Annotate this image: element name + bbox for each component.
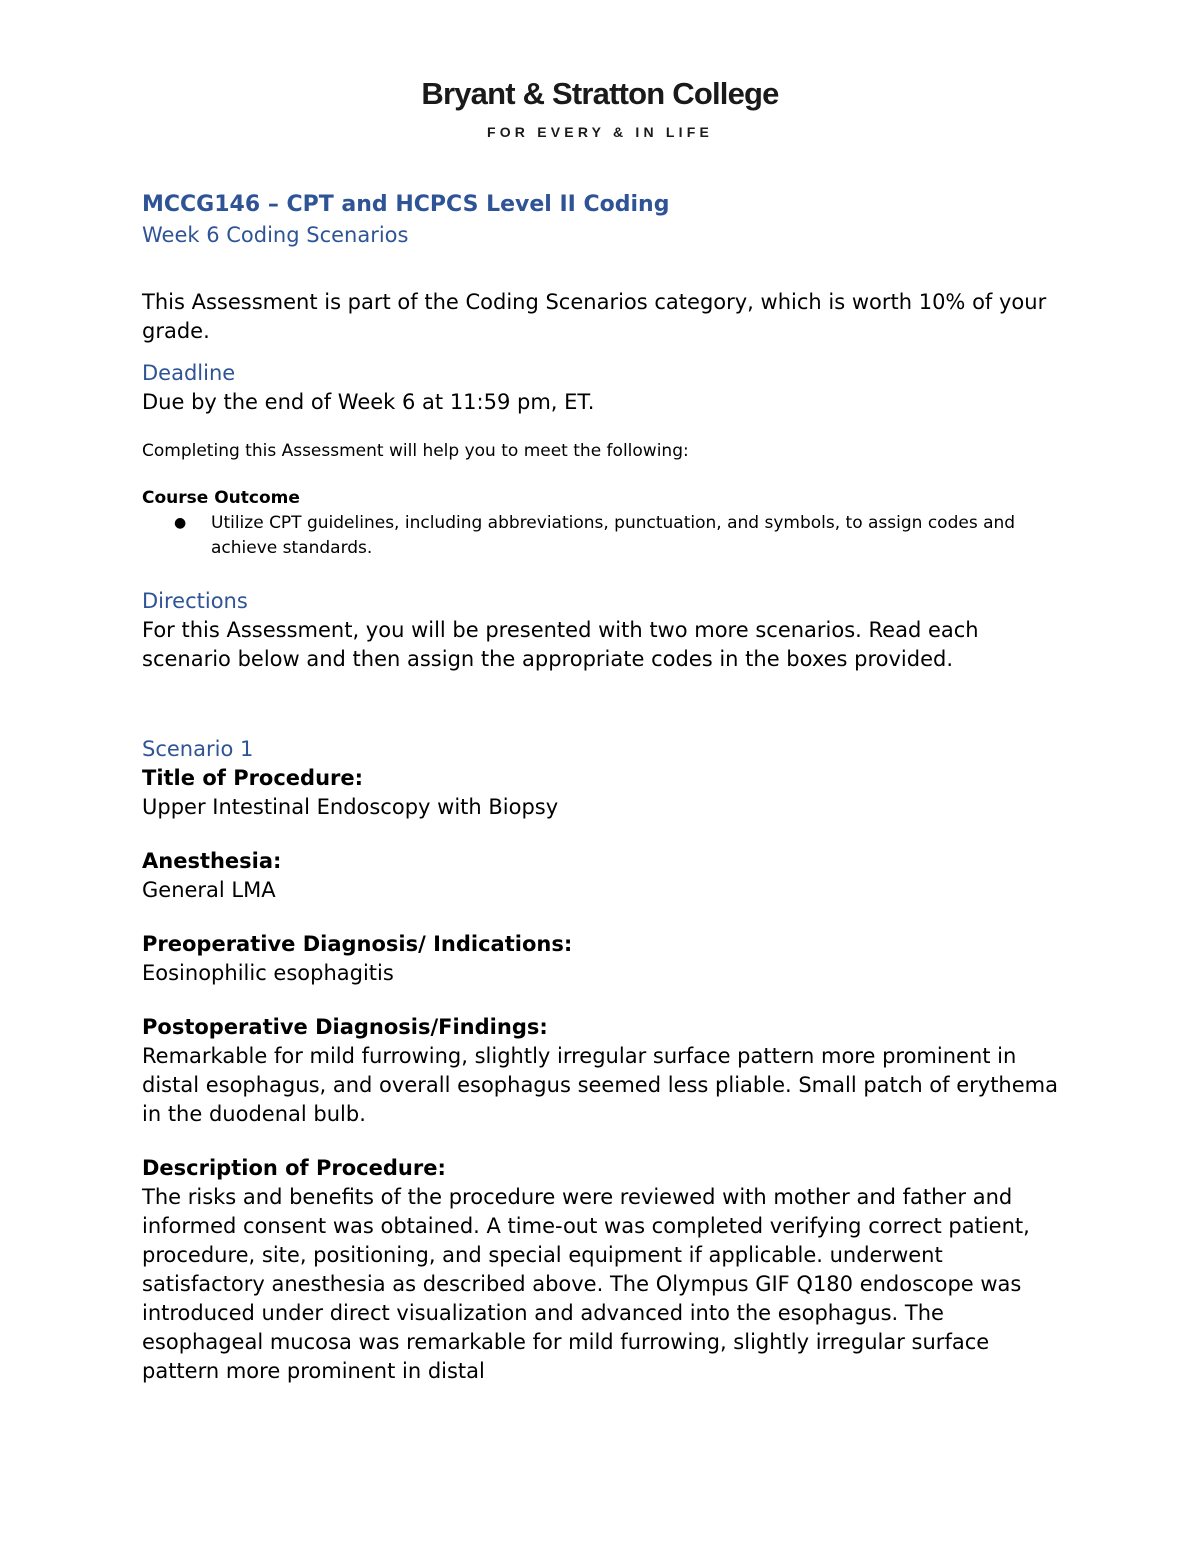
course-outcome-heading: Course Outcome (142, 488, 300, 508)
bullet-icon: ● (174, 515, 187, 531)
outcome-bullet-text: Utilize CPT guidelines, including abbreviations, punctuation, and symbols, to assign codes and achieve standards. (211, 513, 1016, 558)
scenario-1-heading: Scenario 1 (142, 737, 254, 761)
description-value: The risks and benefits of the procedure were reviewed with mother and father and informed consent was obtained. A time-out was completed verifying correct patient, procedure, site, positioning, and special equipment if applicable. underwent satisfactory anesthesia as described above. The Olympus GIF Q180 endoscope was introduced under direct visualization and advanced into the esophagus. The esophageal mucosa was remarkable for mild furrowing, slightly irregular surface pattern more prominent in distal (142, 1185, 1030, 1383)
document-body (142, 190, 1062, 1386)
deadline-text: Due by the end of Week 6 at 11:59 pm, ET. (142, 390, 595, 414)
postoperative-label: Postoperative Diagnosis/Findings: (142, 1015, 548, 1039)
preoperative-label: Preoperative Diagnosis/ Indications: (142, 932, 573, 956)
anesthesia-value: General LMA (142, 878, 276, 902)
course-title: MCCG146 – CPT and HCPCS Level II Coding (142, 192, 670, 217)
description-label: Description of Procedure: (142, 1156, 446, 1180)
logo-name: Bryant & Stratton College (421, 76, 779, 111)
intro-paragraph: This Assessment is part of the Coding Scenarios category, which is worth 10% of your grade. (142, 290, 1047, 343)
preoperative-value: Eosinophilic esophagitis (142, 961, 394, 985)
anesthesia-label: Anesthesia: (142, 849, 282, 873)
completing-text: Completing this Assessment will help you to meet the following: (142, 441, 689, 461)
logo-tagline: FOR EVERY & IN LIFE (486, 124, 714, 140)
college-logo (0, 76, 1200, 140)
assignment-subtitle: Week 6 Coding Scenarios (142, 223, 409, 247)
title-of-procedure-value: Upper Intestinal Endoscopy with Biopsy (142, 795, 559, 819)
postoperative-value: Remarkable for mild furrowing, slightly irregular surface pattern more prominent in distal esophagus, and overall esophagus seemed less pliable. Small patch of erythema in the duodenal bulb. (142, 1044, 1058, 1126)
outcome-bullet (142, 511, 1062, 561)
deadline-heading: Deadline (142, 361, 236, 385)
directions-heading: Directions (142, 589, 248, 613)
directions-text: For this Assessment, you will be presented with two more scenarios. Read each scenario below and then assign the appropriate codes in the boxes provided. (142, 618, 979, 671)
title-of-procedure-label: Title of Procedure: (142, 766, 364, 790)
